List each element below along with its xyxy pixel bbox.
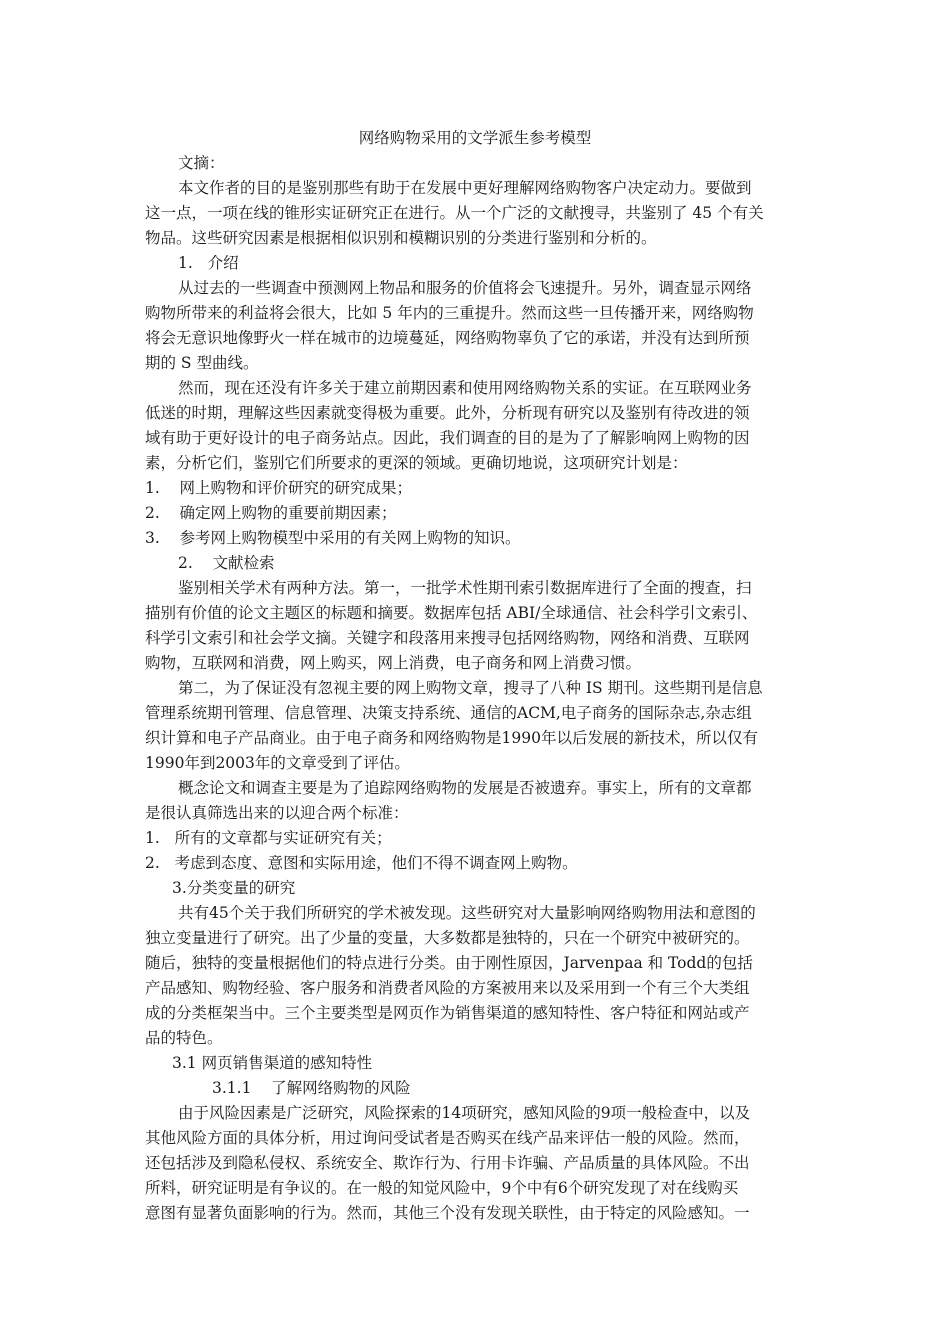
- text-line: 概念论文和调查主要是为了追踪网络购物的发展是否被遗弃。事实上，所有的文章都: [178, 779, 752, 797]
- text-line: 从过去的一些调查中预测网上物品和服务的价值将会飞速提升。另外，调查显示网络: [178, 279, 752, 297]
- text-line: 由于风险因素是广泛研究，风险探索的14项研究，感知风险的9项一般检查中，以及: [178, 1104, 751, 1122]
- text-line: 品的特色。: [145, 1029, 223, 1047]
- text-line: 物品。这些研究因素是根据相似识别和模糊识别的分类进行鉴别和分析的。: [145, 229, 657, 247]
- text-line: 购物，互联网和消费，网上购买，网上消费，电子商务和网上消费习惯。: [145, 654, 642, 672]
- list-item: 1. 所有的文章都与实证研究有关；: [145, 829, 392, 847]
- text-line: 将会无意识地像野火一样在城市的边境蔓延，网络购物辜负了它的承诺，并没有达到所预: [145, 329, 750, 347]
- list-item: 2. 考虑到态度、意图和实际用途，他们不得不调查网上购物。: [145, 854, 578, 872]
- text-line: 本文作者的目的是鉴别那些有助于在发展中更好理解网络购物客户决定动力。要做到: [178, 179, 752, 197]
- text-line: 成的分类框架当中。三个主要类型是网页作为销售渠道的感知特性、客户特征和网站或产: [145, 1004, 750, 1022]
- text-line: 然而，现在还没有许多关于建立前期因素和使用网络购物关系的实证。在互联网业务: [178, 379, 752, 397]
- text-line: 所料，研究证明是有争议的。在一般的知觉风险中，9个中有6个研究发现了对在线购买: [145, 1179, 739, 1197]
- text-line: 域有助于更好设计的电子商务站点。因此，我们调查的目的是为了了解影响网上购物的因: [145, 429, 750, 447]
- document-title: 网络购物采用的文学派生参考模型: [358, 129, 592, 147]
- section-heading: 3.分类变量的研究: [172, 879, 296, 897]
- list-item: 1. 网上购物和评价研究的研究成果；: [145, 479, 412, 497]
- text-line: 第二，为了保证没有忽视主要的网上购物文章，搜寻了八种 IS 期刊。这些期刊是信息: [178, 679, 763, 697]
- list-item: 2. 确定网上购物的重要前期因素；: [145, 504, 397, 522]
- text-line: 期的 S 型曲线。: [145, 354, 259, 372]
- text-line: 织计算和电子产品商业。由于电子商务和网络购物是1990年以后发展的新技术，所以仅有: [145, 729, 758, 747]
- text-line: 素，分析它们，鉴别它们所要求的更深的领域。更确切地说，这项研究计划是：: [145, 454, 688, 472]
- text-line: 低迷的时期，理解这些因素就变得极为重要。此外，分析现有研究以及鉴别有待改进的领: [145, 404, 750, 422]
- text-line: 科学引文索引和社会学文摘。关键字和段落用来搜寻包括网络购物，网络和消费、互联网: [145, 629, 750, 647]
- section-heading: 2. 文献检索: [178, 554, 275, 572]
- subsection-heading: 3.1 网页销售渠道的感知特性: [172, 1054, 373, 1072]
- text-line: 描别有价值的论文主题区的标题和摘要。数据库包括 ABI/全球通信、社会科学引文索引、: [145, 604, 758, 622]
- text-line: 独立变量进行了研究。出了少量的变量，大多数都是独特的，只在一个研究中被研究的。: [145, 929, 750, 947]
- text-line: 购物所带来的利益将会很大，比如 5 年内的三重提升。然而这些一旦传播开来，网络购物: [145, 304, 754, 322]
- text-line: 这一点，一项在线的锥形实证研究正在进行。从一个广泛的文献搜寻，共鉴别了 45 个有关: [145, 204, 764, 222]
- subsubsection-heading: 3.1.1 了解网络购物的风险: [212, 1079, 411, 1097]
- text-line: 1990年到2003年的文章受到了评估。: [145, 754, 410, 772]
- text-line: 还包括涉及到隐私侵权、系统安全、欺诈行为、行用卡诈骗、产品质量的具体风险。不出: [145, 1154, 750, 1172]
- text-line: 意图有显著负面影响的行为。然而，其他三个没有发现关联性，由于特定的风险感知。一: [145, 1204, 750, 1222]
- section-heading: 1. 介绍: [178, 254, 239, 272]
- text-line: 随后，独特的变量根据他们的特点进行分类。由于刚性原因，Jarvenpaa 和 Todd的包括: [145, 954, 753, 972]
- text-line: 管理系统期刊管理、信息管理、决策支持系统、通信的ACM,电子商务的国际杂志,杂志组: [145, 704, 752, 722]
- list-item: 3. 参考网上购物模型中采用的有关网上购物的知识。: [145, 529, 521, 547]
- text-line: 文摘：: [178, 154, 225, 172]
- text-line: 鉴别相关学术有两种方法。第一，一批学术性期刊索引数据库进行了全面的搜查，扫: [178, 579, 752, 597]
- text-line: 其他风险方面的具体分析，用过询问受试者是否购买在线产品来评估一般的风险。然而，: [145, 1129, 750, 1147]
- text-line: 产品感知、购物经验、客户服务和消费者风险的方案被用来以及采用到一个有三个大类组: [145, 979, 750, 997]
- text-line: 是很认真筛选出来的以迎合两个标准：: [145, 804, 409, 822]
- text-line: 共有45个关于我们所研究的学术被发现。这些研究对大量影响网络购物用法和意图的: [178, 904, 756, 922]
